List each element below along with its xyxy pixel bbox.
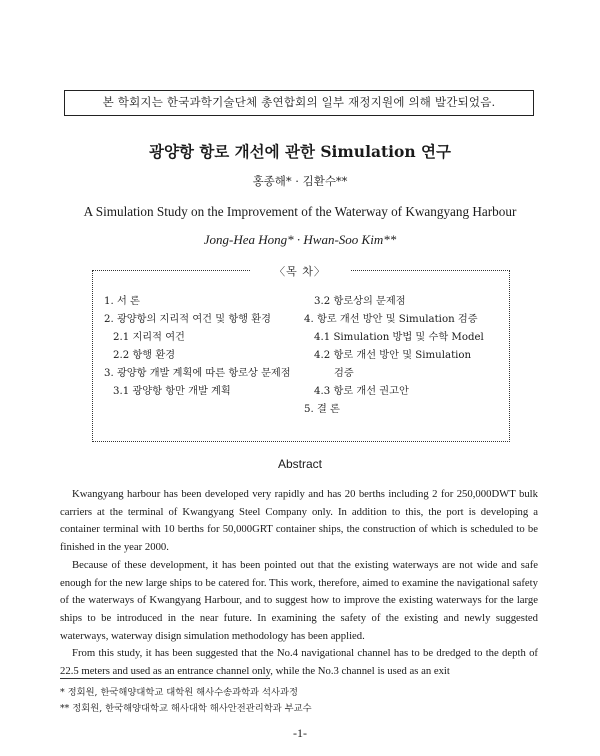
toc-left-column (104, 293, 304, 401)
authors-english: Jong-Hea Hong* · Hwan-Soo Kim** (203, 232, 397, 247)
toc-item: 4.1 Simulation 방법 및 수학 Model (314, 332, 484, 343)
abstract-paragraph: Because of these development, it has been pointed out that the existing waterways are not wide and safe enough for the new large ships to be catered for. This work, therefore, aimed to examine the navigational safety of the waterways of Kwangyang Harbour, and to suggest how to improve the existing waterways for the large ships to be introduced in the near future. In examining the safety of the existing and newly suggested waterways, waterway disign simulation methodology has been applied. (60, 558, 538, 642)
toc-item: 3.1 광양항 항만 개발 계획 (113, 386, 231, 397)
abstract-paragraph: Kwangyang harbour has been developed very rapidly and has 20 berths including 2 for 250,000DWT bulk carriers at the terminal of Kwangyang Steel Company only. In addition to this, the port is developing a container terminal with 10 berths for 50,000GRT container ships, the construction of which is scheduled to be finished in the year 2000. (60, 488, 538, 554)
page-number: -1- (293, 726, 307, 740)
abstract-heading: Abstract (277, 457, 322, 471)
footnote: * 정회원, 한국해양대학교 대학원 해사수송과학과 석사과정 (60, 687, 298, 698)
toc-right-column (304, 293, 514, 419)
toc-heading: 〈목 차〉 (250, 263, 350, 279)
funding-notice-text: 본 학회지는 한국과학기술단체 총연합회의 일부 재정지원에 의해 발간되었음. (102, 95, 496, 109)
paper-title-english: A Simulation Study on the Improvement of the Waterway of Kwangyang Harbour (83, 204, 517, 219)
abstract-paragraph: From this study, it has been suggested that the No.4 navigational channel has to be dredged to the depth of 22.5 meters and used as an entrance channel only, while the No.3 channel is used as an exit (60, 647, 538, 678)
toc-item: 3. 광양항 개발 계획에 따른 항로상 문제점 (104, 368, 291, 379)
toc-item: 3.2 항로상의 문제점 (314, 296, 406, 307)
toc-item: 검증 (334, 368, 354, 379)
toc-item: 2.1 지리적 여건 (113, 332, 185, 343)
toc-item: 4.2 항로 개선 방안 및 Simulation (314, 350, 472, 361)
footnote-rule (60, 678, 270, 679)
toc-item: 4. 항로 개선 방안 및 Simulation 검증 (304, 314, 478, 325)
abstract-body (60, 486, 538, 681)
toc-item: 5. 결 론 (304, 404, 340, 415)
funding-notice-box (64, 90, 534, 116)
toc-item: 2.2 항행 환경 (113, 350, 176, 361)
toc-item: 1. 서 론 (104, 296, 140, 307)
footnote: ** 정회원, 한국해양대학교 해사대학 해사안전관리학과 부교수 (60, 703, 312, 714)
paper-title-korean: 광양항 항로 개선에 관한 Simulation 연구 (149, 142, 451, 161)
toc-item: 2. 광양항의 지리적 여건 및 항행 환경 (104, 314, 271, 325)
authors-korean: 홍종해* · 김환수** (252, 174, 348, 188)
toc-item: 4.3 항로 개선 권고안 (314, 386, 409, 397)
